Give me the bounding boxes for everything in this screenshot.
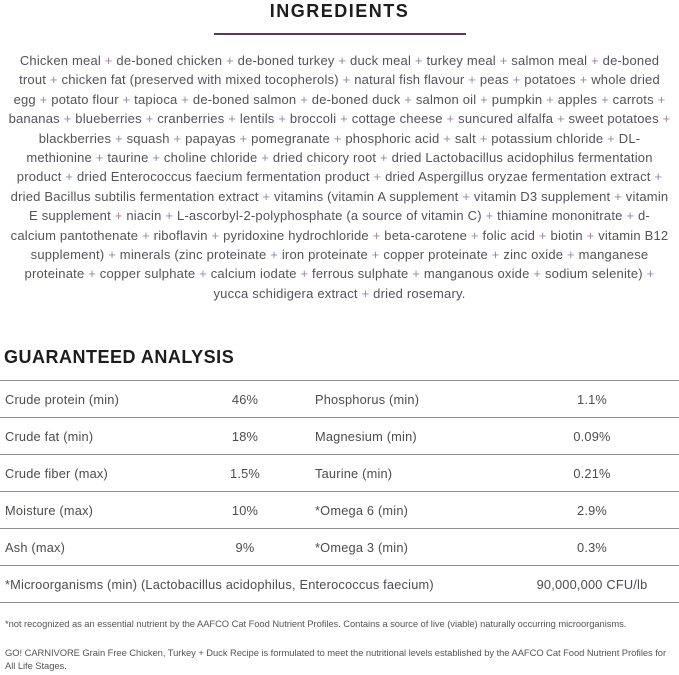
- plus-separator: +: [338, 53, 347, 68]
- nutrient-label: *Microorganisms (min) (Lactobacillus acidophilus, Enterococcus faecium): [5, 576, 434, 592]
- plus-separator: +: [65, 169, 74, 185]
- plus-separator: +: [538, 227, 547, 243]
- plus-separator: +: [270, 247, 279, 263]
- plus-separator: +: [228, 111, 237, 127]
- plus-separator: +: [211, 227, 220, 243]
- plus-separator: +: [278, 111, 287, 127]
- plus-separator: +: [626, 208, 635, 224]
- nutrient-label: Moisture (max): [5, 502, 94, 518]
- nutrient-value: 0.21%: [573, 465, 611, 481]
- plus-separator: +: [480, 91, 488, 107]
- plus-separator: +: [49, 72, 58, 88]
- nutrient-value: 10%: [231, 502, 259, 518]
- table-row: [0, 381, 679, 418]
- plus-separator: +: [601, 91, 609, 107]
- plus-separator: +: [470, 227, 479, 243]
- table-row: [0, 529, 679, 566]
- purple-divider: [214, 33, 466, 35]
- nutrient-label: *Omega 6 (min): [315, 502, 409, 518]
- plus-separator: +: [380, 150, 388, 166]
- nutrient-value: 9%: [235, 539, 255, 555]
- plus-separator: +: [479, 130, 488, 146]
- footnote-formulation-statement: GO! CARNIVORE Grain Free Chicken, Turkey + Duck Recipe is formulated to meet the nutritional levels established by the AAFCO Cat Food Nutrient Profiles for All Life Stages.: [5, 647, 667, 672]
- plus-separator: +: [556, 111, 565, 127]
- table-row: [0, 492, 679, 529]
- plus-separator: +: [412, 266, 421, 282]
- plus-separator: +: [485, 208, 494, 224]
- nutrient-value: 1.5%: [230, 465, 260, 481]
- plus-separator: +: [607, 130, 615, 146]
- table-row: [0, 418, 679, 455]
- plus-separator: +: [414, 53, 423, 68]
- plus-separator: +: [199, 266, 207, 282]
- nutrient-label: Crude protein (min): [5, 391, 120, 407]
- plus-separator: +: [499, 53, 508, 68]
- footnote-aafco-nutrient: *not recognized as an essential nutrient by the AAFCO Cat Food Nutrient Profiles. Contains a source of live (viable) naturally occurring microorganisms.: [5, 618, 627, 630]
- nutrient-value: 46%: [231, 391, 259, 407]
- guaranteed-analysis-title: GUARANTEED ANALYSIS: [4, 347, 235, 368]
- nutrient-label: Crude fat (min): [5, 428, 94, 444]
- plus-separator: +: [152, 150, 161, 166]
- plus-separator: +: [371, 247, 380, 263]
- plus-separator: +: [88, 266, 96, 282]
- plus-separator: +: [446, 111, 455, 127]
- nutrient-value: 90,000,000 CFU/lb: [536, 576, 648, 592]
- plus-separator: +: [63, 111, 72, 127]
- plus-separator: +: [468, 72, 477, 88]
- plus-separator: +: [108, 247, 116, 263]
- plus-separator: +: [654, 169, 663, 185]
- nutrient-label: *Omega 3 (min): [315, 539, 409, 555]
- plus-separator: +: [115, 130, 123, 146]
- plus-separator: +: [226, 53, 234, 68]
- plus-separator: +: [165, 208, 174, 224]
- nutrient-label: Magnesium (min): [315, 428, 417, 444]
- plus-separator: +: [145, 111, 154, 127]
- plus-separator: +: [579, 72, 588, 88]
- plus-separator: +: [181, 91, 190, 107]
- plus-separator: +: [104, 53, 113, 68]
- plus-separator: +: [300, 266, 309, 282]
- plus-separator: +: [333, 130, 342, 146]
- plus-separator: +: [491, 247, 500, 263]
- plus-separator: +: [122, 91, 131, 107]
- nutrient-label: Crude fiber (max): [5, 465, 108, 481]
- plus-separator: +: [373, 169, 382, 185]
- plus-separator: +: [591, 53, 599, 68]
- plus-separator: +: [462, 188, 471, 204]
- plus-separator: +: [239, 130, 248, 146]
- plus-separator: +: [657, 91, 666, 107]
- plus-separator: +: [372, 227, 381, 243]
- plus-separator: +: [614, 188, 622, 204]
- table-row-microorganisms: [0, 566, 679, 603]
- nutrient-label: Ash (max): [5, 539, 66, 555]
- plus-separator: +: [361, 285, 370, 301]
- plus-separator: +: [567, 247, 575, 263]
- nutrient-label: Taurine (min): [315, 465, 393, 481]
- plus-separator: +: [300, 91, 308, 107]
- nutrient-label: Phosphorus (min): [315, 391, 420, 407]
- plus-separator: +: [586, 227, 595, 243]
- nutrient-value: 18%: [231, 428, 259, 444]
- ingredients-paragraph: Chicken meal + de-boned chicken + de-boned turkey + duck meal + turkey meal + salmon meal + de-boned trout + chicken fat (preserved with mixed tocopherols) + natural fish flavour + peas + potatoes + whole dried egg + potato flour + tapioca + de-boned salmon + de-boned duck + salmon oil + pumpkin + apples + carrots + bananas + blueberries + cranberries + lentils + broccoli + cottage cheese + suncured alfalfa + sweet potatoes + blackberries + squash + papayas + pomegranate + phosphoric acid + salt + potassium chloride + DL-methionine + taurine + choline chloride + dried chicory root + dried Lactobacillus acidophilus fermentation product + dried Enterococcus faecium fermentation product + dried Aspergillus oryzae fermentation extract + dried Bacillus subtilis fermentation extract + vitamins (vitamin A supplement + vitamin D3 supplement + vitamin E supplement + niacin + L-ascorbyl-2-polyphosphate (a source of vitamin C) + thiamine mononitrate + d-calcium pantothenate + riboflavin + pyridoxine hydrochloride + beta-carotene + folic acid + biotin + vitamin B12 supplement) + minerals (zinc proteinate + iron proteinate + copper proteinate + zinc oxide + manganese proteinate + copper sulphate + calcium iodate + ferrous sulphate + manganous oxide + sodium selenite) + yucca schidigera extract + dried rosemary.: [8, 53, 671, 301]
- plus-separator: +: [404, 91, 413, 107]
- plus-separator: +: [262, 188, 271, 204]
- plus-separator: +: [512, 72, 521, 88]
- plus-separator: +: [114, 208, 123, 224]
- plus-separator: +: [142, 227, 150, 243]
- plus-separator: +: [173, 130, 182, 146]
- plus-separator: +: [546, 91, 554, 107]
- plus-separator: +: [533, 266, 542, 282]
- plus-separator: +: [342, 72, 351, 88]
- nutrient-value: 2.9%: [577, 502, 607, 518]
- plus-separator: +: [39, 91, 48, 107]
- plus-separator: +: [340, 111, 348, 127]
- plus-separator: +: [646, 266, 655, 282]
- nutrient-value: 0.09%: [573, 428, 611, 444]
- plus-separator: +: [95, 150, 104, 166]
- plus-separator: +: [443, 130, 452, 146]
- plus-separator: +: [662, 111, 671, 127]
- plus-separator: +: [261, 150, 270, 166]
- table-row: [0, 455, 679, 492]
- ingredients-section-title: INGREDIENTS: [269, 1, 410, 21]
- nutrient-value: 0.3%: [577, 539, 607, 555]
- guaranteed-analysis-table: [0, 380, 679, 603]
- nutrient-value: 1.1%: [577, 391, 607, 407]
